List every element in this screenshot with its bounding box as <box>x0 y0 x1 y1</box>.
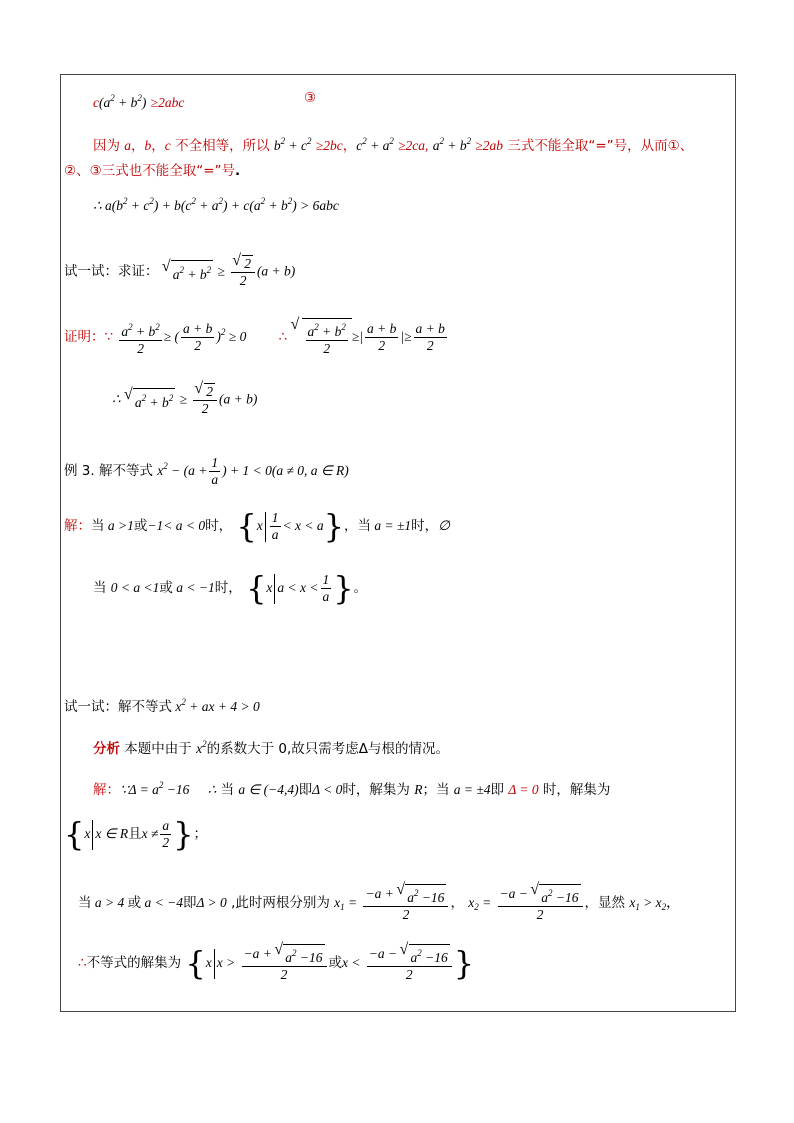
try1-label: 试一试：求证： <box>64 263 159 280</box>
analysis-label: 分析 <box>93 741 120 757</box>
circled-3: ③ <box>304 90 317 106</box>
solution2-label: 解： <box>93 782 120 798</box>
line-1: $c(a^2 + b^2) \ge 2abc$ <box>93 93 185 110</box>
analysis-line: 分析 本题中由于 $x^2$的系数大于 0,故只需考虑Δ与根的情况。 <box>93 739 449 757</box>
solution2-line-4: ∴不等式的解集为 {x x > $\frac{-a + √ a^2 -16}{2}$ 或x < $\frac{-a - √ a^2 -16}{2}$ } <box>78 944 474 983</box>
solution-case2: 当 0 < a <1或 a < −1时， {x a < x < $\frac{1}{a}$ }。 <box>93 569 368 608</box>
solution2-line-1: 解：∵Δ = $a^2 -16$ ∴ 当 a ∈ (−4,4)即Δ < 0时，解集为 R；当 a = ±4即 Δ = 0 时，解集为 <box>93 780 611 798</box>
solution2-line-2: {x x ∈ R且x ≠ $\frac{a}{2}$ }； <box>64 815 207 854</box>
try2-label: 试一试：解不等式 <box>64 699 172 715</box>
solution-label: 解： <box>64 518 91 534</box>
try1-line: 试一试：求证： √ $a^2 + b^2$ ≥ √ $\frac{2}{2}$ (a + b) <box>64 255 295 289</box>
proof-line: 证明：∵ $\frac{a^2 + b^2}{2}$ ≥ ( $\frac{a + b}{2}$ )$^2$ ≥ 0 ∴ √ $\frac{a^2 + b^2}{2}$ ≥| $\frac{a + b}{2}$ |≥ $\frac{a + b}{2}$ <box>64 318 449 357</box>
try2-line: 试一试：解不等式 $x^2$ + ax + 4 > 0 <box>64 697 260 715</box>
solution-case1: 解：当 a >1或−1< a < 0时， {x $\frac{1}{a}$ < x < a}，当 a = ±1时，∅ <box>64 507 450 546</box>
conclusion-line: ∴ $a(b^2 + c^2) + b(c^2 + a^2) + c(a^2 + b^2) > 6abc$ <box>93 196 339 213</box>
solution2-line-3: 当 a > 4 或 a < −4即Δ > 0 ,此时两根分别为 $x_1$ = $\frac{-a + √ a^2 -16}{2}$ ， $x_2$ = $\frac{-a - √ a^2 -16}{2}$ ，显然 $x_1 > x_2$， <box>78 884 680 923</box>
paragraph-line-1: 因为 a，b，c 不全相等，所以 $b^2 + c^2 \ge 2bc$，$c^2 + a^2 \ge 2ca$, $a^2 + b^2 \ge 2ab$ 三式不能全取“=”号，从而①、 <box>93 136 694 154</box>
solution2-end: ； <box>193 826 207 842</box>
example3-label: 例 3. 解不等式 <box>64 463 153 479</box>
or-word: 或 <box>328 955 343 971</box>
proof-conclusion: ∴ √ $a^2 + b^2$ ≥ √ $\frac{2}{2}$ (a + b) <box>112 383 257 417</box>
example3-line: 例 3. 解不等式 $x^2 - (a$ + $\frac{1}{a}$ ) + 1 < 0(a ≠ 0, a ∈ R) <box>64 455 349 487</box>
case2-end: 。 <box>353 580 368 596</box>
proof-label: 证明： <box>64 329 105 345</box>
paragraph-line-2: ②、③三式也不能全取“=”号. <box>64 163 241 179</box>
